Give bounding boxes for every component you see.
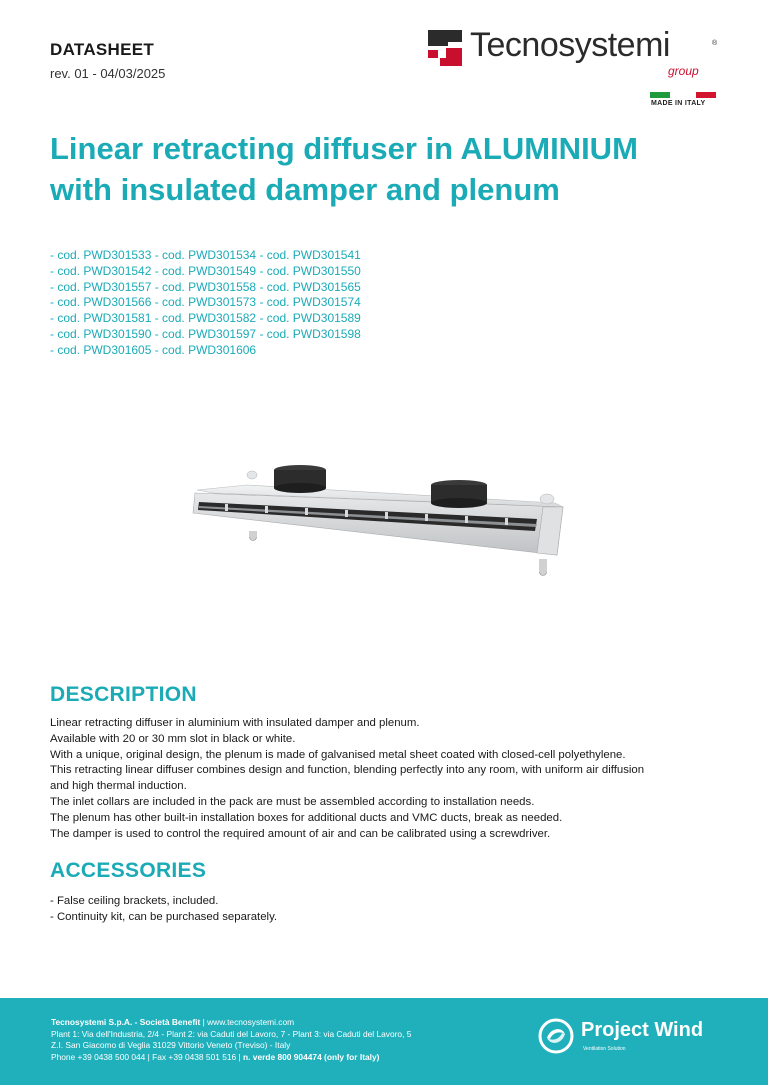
code-line: - cod. PWD301590 - cod. PWD301597 - cod. PWD301598 bbox=[50, 326, 361, 341]
revision-date: rev. 01 - 04/03/2025 bbox=[50, 66, 166, 81]
code-line: - cod. PWD301533 - cod. PWD301534 - cod. PWD301541 bbox=[50, 248, 361, 262]
description-line: The damper is used to control the required amount of air and can be calibrated using a screwdriver. bbox=[50, 827, 551, 840]
code-line: - cod. PWD301605 - cod. PWD301606 bbox=[50, 342, 257, 357]
footer bbox=[0, 998, 768, 1085]
italian-flag-icon bbox=[650, 92, 716, 98]
registered-mark: ® bbox=[712, 40, 718, 47]
tecnosystemi-mark-icon bbox=[428, 30, 462, 66]
project-wind-name: Project Wind bbox=[581, 1019, 704, 1041]
code-line: - cod. PWD301557 - cod. PWD301558 - cod. PWD301565 bbox=[50, 279, 361, 294]
code-line: - cod. PWD301542 - cod. PWD301549 - cod. PWD301550 bbox=[50, 263, 361, 278]
toll-free-number: n. verde 800 904474 (only for Italy) bbox=[243, 1051, 380, 1062]
title-line-2: with insulated damper and plenum bbox=[50, 172, 560, 207]
brand-group: group bbox=[668, 64, 699, 78]
title-line-1: Linear retracting diffuser in ALUMINIUM bbox=[50, 131, 638, 166]
tecnosystemi-logo bbox=[428, 28, 728, 88]
product-codes bbox=[50, 248, 361, 359]
datasheet-label: DATASHEET bbox=[50, 40, 155, 59]
company-address: Z.I. San Giacomo di Veglia 31029 Vittorio Veneto (Treviso) - Italy bbox=[51, 1040, 291, 1051]
project-wind-mark-icon bbox=[538, 1018, 574, 1054]
description-heading: DESCRIPTION bbox=[50, 683, 197, 706]
phone-fax: Phone +39 0438 500 044 | Fax +39 0438 501 516 | bbox=[51, 1051, 244, 1062]
project-wind-tagline: Ventilation Solution bbox=[583, 1046, 626, 1052]
project-wind-logo bbox=[538, 1018, 728, 1058]
description-body bbox=[50, 716, 730, 842]
description-line: The plenum has other built-in installation boxes for additional ducts and VMC ducts, break as needed. bbox=[50, 811, 563, 824]
separator: | bbox=[200, 1017, 208, 1027]
brand-name: Tecnosystemi bbox=[470, 26, 670, 64]
description-line: The inlet collars are included in the pack are must be assembled according to installation needs. bbox=[50, 795, 535, 808]
description-line: and high thermal induction. bbox=[50, 780, 187, 793]
description-line: This retracting linear diffuser combines design and function, blending perfectly into any room, with uniform air diffusion bbox=[50, 764, 645, 777]
accessory-item: - Continuity kit, can be purchased separately. bbox=[50, 910, 278, 923]
product-image bbox=[185, 455, 575, 585]
description-line: Available with 20 or 30 mm slot in black or white. bbox=[50, 732, 296, 745]
code-line: - cod. PWD301581 - cod. PWD301582 - cod. PWD301589 bbox=[50, 311, 361, 326]
accessories-heading: ACCESSORIES bbox=[50, 859, 207, 882]
accessories-body bbox=[50, 894, 730, 926]
made-in-italy: MADE IN ITALY bbox=[651, 100, 706, 107]
website-link[interactable]: www.tecnosystemi.com bbox=[207, 1017, 295, 1027]
footer-contact bbox=[51, 1017, 411, 1063]
description-line: With a unique, original design, the plenum is made of galvanised metal sheet coated with closed-cell polyethylene. bbox=[50, 748, 626, 761]
plant-addresses: Plant 1: Via dell'Industria, 2/4 - Plant 2: via Caduti del Lavoro, 7 - Plant 3: via Caduti del Lavoro, 5 bbox=[51, 1028, 412, 1039]
code-line: - cod. PWD301566 - cod. PWD301573 - cod. PWD301574 bbox=[50, 295, 361, 310]
company-name: Tecnosystemi S.p.A. - Società Benefit bbox=[51, 1017, 201, 1027]
page-title bbox=[50, 128, 730, 210]
description-line: Linear retracting diffuser in aluminium with insulated damper and plenum. bbox=[50, 717, 420, 729]
accessory-item: - False ceiling brackets, included. bbox=[50, 895, 219, 907]
